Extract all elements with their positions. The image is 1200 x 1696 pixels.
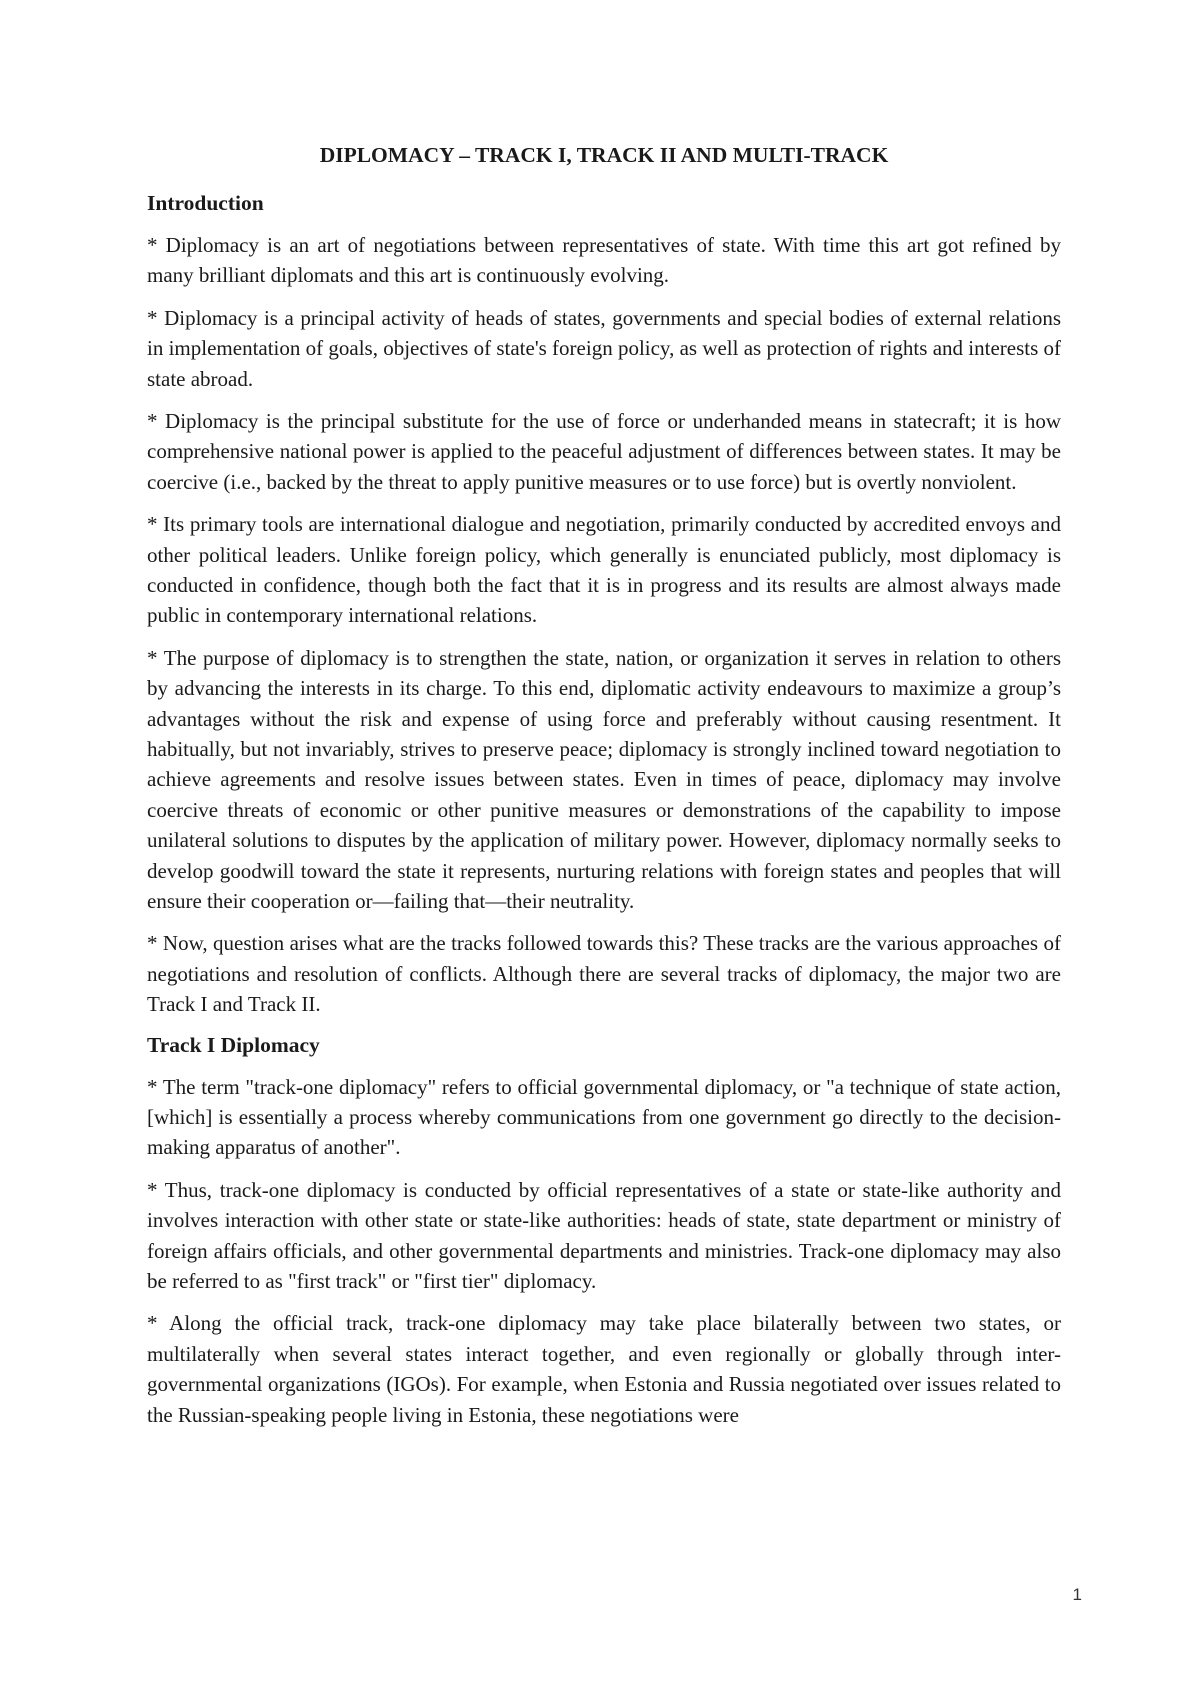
document-title: DIPLOMACY – TRACK I, TRACK II AND MULTI-TRACK xyxy=(319,143,889,167)
section-heading: Track I Diplomacy xyxy=(147,1032,320,1057)
paragraph: * Diplomacy is an art of negotiations between representatives of state. With time this art got refined by many brilliant diplomats and this art is continuously evolving. xyxy=(147,232,1061,288)
paragraph: * Along the official track, track-one diplomacy may take place bilaterally between two states, or multilaterally when several states interact together, and even regionally or globally through inter-governmental organizations (IGOs). For example, when Estonia and Russia negotiated over issues related to the Russian-speaking people living in Estonia, these negotiations were xyxy=(147,1311,1061,1427)
section-heading: Introduction xyxy=(147,190,264,215)
page-content xyxy=(147,142,1061,1442)
paragraph: * Its primary tools are international dialogue and negotiation, primarily conducted by accredited envoys and other political leaders. Unlike foreign policy, which generally is enunciated publicly, most diplomacy is conducted in confidence, though both the fact that it is in progress and its results are almost always made public in contemporary international relations. xyxy=(147,512,1061,628)
paragraph: * Now, question arises what are the tracks followed towards this? These tracks are the various approaches of negotiations and resolution of conflicts. Although there are several tracks of diplomacy, the major two are Track I and Track II. xyxy=(147,931,1061,1017)
paragraph: * Diplomacy is the principal substitute for the use of force or underhanded means in statecraft; it is how comprehensive national power is applied to the peaceful adjustment of differences between states. It may be coercive (i.e., backed by the threat to apply punitive measures or to use force) but is overtly nonviolent. xyxy=(147,408,1061,494)
section-introduction xyxy=(147,190,1061,1020)
paragraph: * Thus, track-one diplomacy is conducted by official representatives of a state or state-like authority and involves interaction with other state or state-like authorities: heads of state, state department or ministry of foreign affairs officials, and other governmental departments and ministries. Track-one diplomacy may also be referred to as "first track" or "first tier" diplomacy. xyxy=(147,1177,1061,1293)
paragraph: * The term "track-one diplomacy" refers to official governmental diplomacy, or "a technique of state action, [which] is essentially a process whereby communications from one government go directly to the decision-making apparatus of another". xyxy=(147,1074,1061,1160)
section-track-one xyxy=(147,1032,1061,1430)
page-number: 1 xyxy=(1072,1585,1082,1604)
paragraph: * The purpose of diplomacy is to strengthen the state, nation, or organization it serves in relation to others by advancing the interests in its charge. To this end, diplomatic activity endeavours to maximize a group’s advantages without the risk and expense of using force and preferably without causing resentment. It habitually, but not invariably, strives to preserve peace; diplomacy is strongly inclined toward negotiation to achieve agreements and resolve issues between states. Even in times of peace, diplomacy may involve coercive threats of economic or other punitive measures or demonstrations of the capability to impose unilateral solutions to disputes by the application of military power. However, diplomacy normally seeks to develop goodwill toward the state it represents, nurturing relations with foreign states and peoples that will ensure their cooperation or—failing that—their neutrality. xyxy=(147,645,1061,913)
paragraph: * Diplomacy is a principal activity of heads of states, governments and special bodies of external relations in implementation of goals, objectives of state's foreign policy, as well as protection of rights and interests of state abroad. xyxy=(147,305,1061,391)
